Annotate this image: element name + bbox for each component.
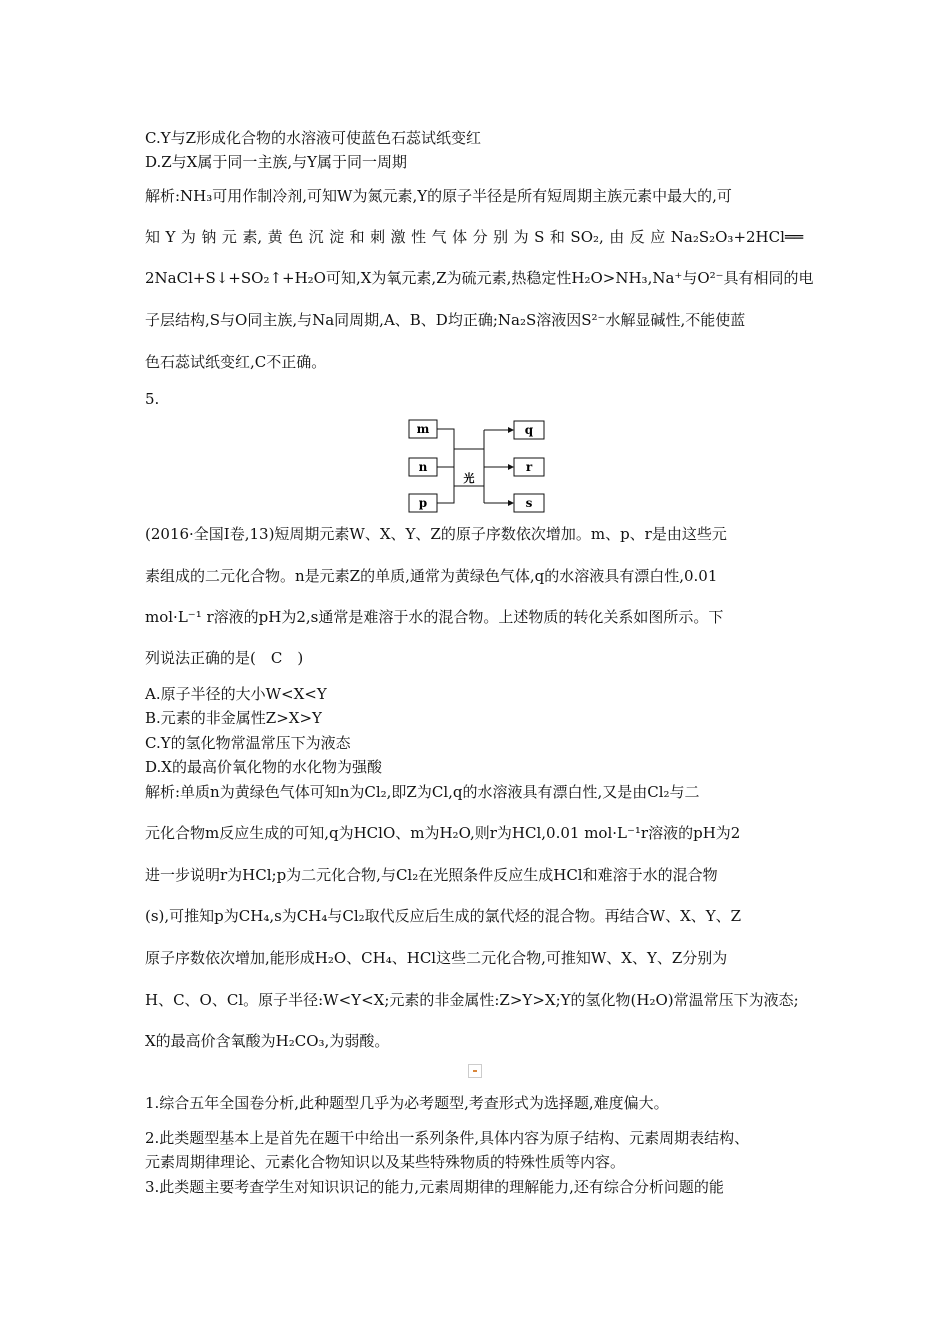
summary-point: 1.综合五年全国卷分析,此种题型几乎为必考题型,考查形式为选择题,难度偏大。 [145,1094,669,1112]
option-a: A.原子半径的大小W<X<Y [145,685,327,703]
justified-word: 和 [349,228,365,246]
justified-word: 气 [431,228,447,246]
summary-point: 2.此类题型基本上是首先在题干中给出一系列条件,具体内容为原子结构、元素周期表结构、 [145,1129,750,1147]
justified-word: 反 [629,228,645,246]
justified-word: 钠 [201,228,217,246]
q5-analysis-line: (s),可推知p为CH₄,s为CH₄与Cl₂取代反应后生成的氯代烃的混合物。再结合W、X、Y、Z [145,907,742,925]
justified-word: 为 [513,228,529,246]
justified-word: 性 [411,228,427,246]
q4-analysis-line: 2NaCl+S↓+SO₂↑+H₂O可知,X为氧元素,Z为硫元素,热稳定性H₂O>NH₃,Na⁺与O²⁻具有相同的电 [145,269,814,287]
summary-point: 元素周期律理论、元素化合物知识以及某些特殊物质的特殊性质等内容。 [145,1153,626,1171]
label-s: s [525,496,533,510]
justified-word: SO₂, [570,228,604,246]
summary-point: 3.此类题主要考查学生对知识识记的能力,元素周期律的理解能力,还有综合分析问题的能 [145,1178,724,1196]
question-number: 5. [145,390,160,408]
q5-analysis-line: X的最高价含氧酸为H₂CO₃,为弱酸。 [145,1032,390,1050]
label-light: 光 [463,472,475,485]
arrowhead-r [508,464,514,470]
justified-word: S [534,228,545,246]
q5-analysis-line: H、C、O、Cl。原子半径:W<Y<X;元素的非金属性:Z>Y>X;Y的氢化物(H₂O)常温常压下为液态; [145,991,799,1009]
reaction-diagram [408,416,548,516]
justified-word: 黄 [267,228,283,246]
bracket-np [437,467,454,503]
arrowhead-q [508,427,514,433]
justified-word: 元 [221,228,237,246]
q5-stem-line: mol·L⁻¹ r溶液的pH为2,s通常是难溶于水的混合物。上述物质的转化关系如图所示。下 [145,608,724,626]
option-c: C.Y与Z形成化合物的水溶液可使蓝色石蕊试纸变红 [145,129,482,147]
justified-word: 淀 [329,228,345,246]
option-b: B.元素的非金属性Z>X>Y [145,709,322,727]
option-d: D.X的最高价氧化物的水化物为强酸 [145,758,382,776]
q4-analysis-line: 子层结构,S与O同主族,与Na同周期,A、B、D均正确;Na₂S溶液因S²⁻水解显碱性,不能使蓝 [145,311,746,329]
justified-word: 体 [452,228,468,246]
q4-analysis-line: 解析:NH₃可用作制冷剂,可知W为氮元素,Y的原子半径是所有短周期主族元素中最大的,可 [145,187,732,205]
arrowhead-s [508,500,514,506]
justified-word: 刺 [370,228,386,246]
label-r: r [525,460,533,474]
label-m: m [416,422,430,436]
justified-word: 沉 [308,228,324,246]
q5-analysis-line: 解析:单质n为黄绿色气体可知n为Cl₂,即Z为Cl,q的水溶液具有漂白性,又是由Cl₂与二 [145,783,700,801]
q5-analysis-line: 原子序数依次增加,能形成H₂O、CH₄、HCl这些二元化合物,可推知W、X、Y、Z分别为 [145,949,728,967]
q5-stem-line: (2016·全国Ⅰ卷,13)短周期元素W、X、Y、Z的原子序数依次增加。m、p、r是由这些元 [145,525,727,543]
justified-word: Na₂S₂O₃+2HCl══ [670,228,803,246]
justified-word: 激 [390,228,406,246]
justified-word: 别 [493,228,509,246]
justified-word: 应 [650,228,666,246]
justified-word: 由 [609,228,625,246]
justified-word: 为 [180,228,196,246]
justified-word: 和 [549,228,565,246]
image-placeholder-icon [468,1064,482,1078]
justified-word: 知 [145,228,161,246]
justified-word: 色 [288,228,304,246]
option-d: D.Z与X属于同一主族,与Y属于同一周期 [145,153,408,171]
q5-analysis-line: 进一步说明r为HCl;p为二元化合物,与Cl₂在光照条件反应生成HCl和难溶于水的混合物 [145,866,718,884]
q5-analysis-line: 元化合物m反应生成的可知,q为HClO、m为H₂O,则r为HCl,0.01 mol·L⁻¹r溶液的pH为2 [145,824,741,842]
label-n: n [418,460,428,474]
q5-stem-line: 素组成的二元化合物。n是元素Z的单质,通常为黄绿色气体,q的水溶液具有漂白性,0.01 [145,567,718,585]
justified-word: 分 [472,228,488,246]
q4-analysis-justified-line [145,227,803,247]
bracket-mn [437,429,454,467]
justified-word: 素, [242,228,263,246]
q5-stem-line: 列说法正确的是( C ) [145,649,304,667]
label-p: p [418,496,428,510]
justified-word: Y [165,228,176,246]
option-c: C.Y的氢化物常温常压下为液态 [145,734,351,752]
q4-analysis-line: 色石蕊试纸变红,C不正确。 [145,353,327,371]
label-q: q [524,423,534,437]
